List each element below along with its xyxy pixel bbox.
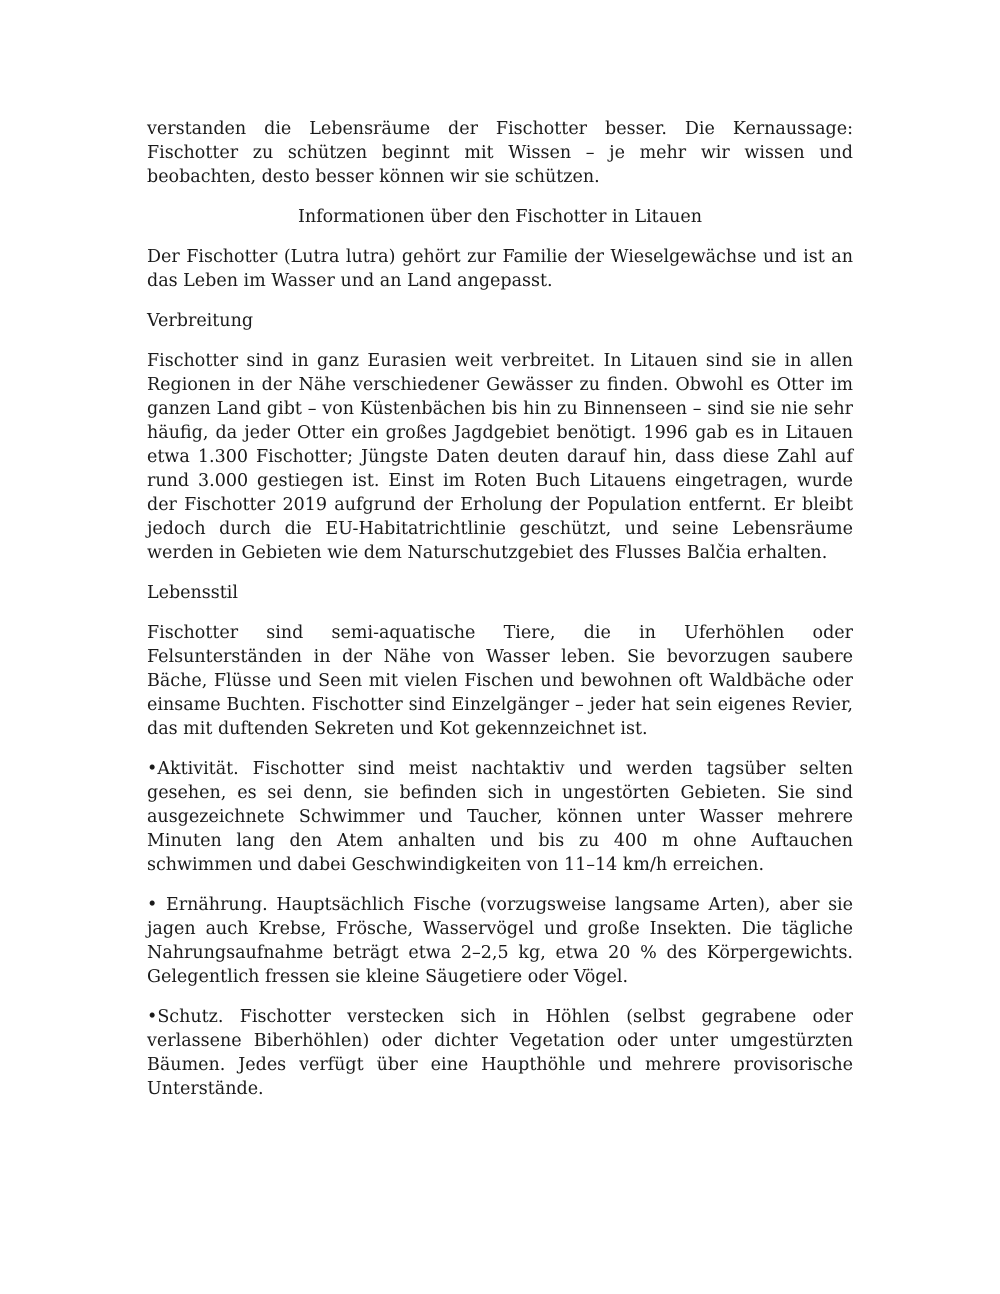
document-page — [147, 117, 853, 1117]
bullet-shelter: •Schutz. Fischotter verstecken sich in Höhlen (selbst gegrabene oder verlassene Biberhöhlen) oder dichter Vegetation oder unter umgestürzten Bäumen. Jedes verfügt über eine Haupthöhle und mehrere provisorische Unterstände. — [147, 1007, 853, 1099]
section-title: Informationen über den Fischotter in Litauen — [297, 207, 703, 227]
intro-paragraph: verstanden die Lebensräume der Fischotter besser. Die Kernaussage: Fischotter zu schützen beginnt mit Wissen – je mehr wir wissen und beobachten, desto besser können wir sie schützen. — [147, 119, 853, 187]
lifestyle-paragraph: Fischotter sind semi-aquatische Tiere, die in Uferhöhlen oder Felsunterständen in der Nähe von Wasser leben. Sie bevorzugen saubere Bäche, Flüsse und Seen mit vielen Fischen und bewohnen oft Waldbäche oder einsame Buchten. Fischotter sind Einzelgänger – jeder hat sein eigenes Revier, das mit duftenden Sekreten und Kot gekennzeichnet ist. — [147, 623, 853, 739]
lifestyle-heading: Lebensstil — [147, 583, 238, 603]
bullet-activity: •Aktivität. Fischotter sind meist nachtaktiv und werden tagsüber selten gesehen, es sei denn, sie befinden sich in ungestörten Gebieten. Sie sind ausgezeichnete Schwimmer und Taucher, können unter Wasser mehrere Minuten lang den Atem anhalten und bis zu 400 m ohne Auftauchen schwimmen und dabei Geschwindigkeiten von 11–14 km/h erreichen. — [147, 759, 853, 875]
distribution-heading: Verbreitung — [147, 311, 254, 331]
distribution-paragraph: Fischotter sind in ganz Eurasien weit verbreitet. In Litauen sind sie in allen Regionen in der Nähe verschiedener Gewässer zu finden. Obwohl es Otter im ganzen Land gibt – von Küstenbächen bis hin zu Binnenseen – sind sie nie sehr häufig, da jeder Otter ein großes Jagdgebiet benötigt. 1996 gab es in Litauen etwa 1.300 Fischotter; Jüngste Daten deuten darauf hin, dass diese Zahl auf rund 3.000 gestiegen ist. Einst im Roten Buch Litauens eingetragen, wurde der Fischotter 2019 aufgrund der Erholung der Population entfernt. Er bleibt jedoch durch die EU-Habitatrichtlinie geschützt, und seine Lebensräume werden in Gebieten wie dem Naturschutzgebiet des Flusses Balčia erhalten. — [147, 351, 853, 563]
definition-paragraph: Der Fischotter (Lutra lutra) gehört zur Familie der Wieselgewächse und ist an das Leben im Wasser und an Land angepasst. — [147, 247, 853, 291]
bullet-diet: • Ernährung. Hauptsächlich Fische (vorzugsweise langsame Arten), aber sie jagen auch Krebse, Frösche, Wasservögel und große Insekten. Die tägliche Nahrungsaufnahme beträgt etwa 2–2,5 kg, etwa 20 % des Körpergewichts. Gelegentlich fressen sie kleine Säugetiere oder Vögel. — [147, 895, 853, 987]
